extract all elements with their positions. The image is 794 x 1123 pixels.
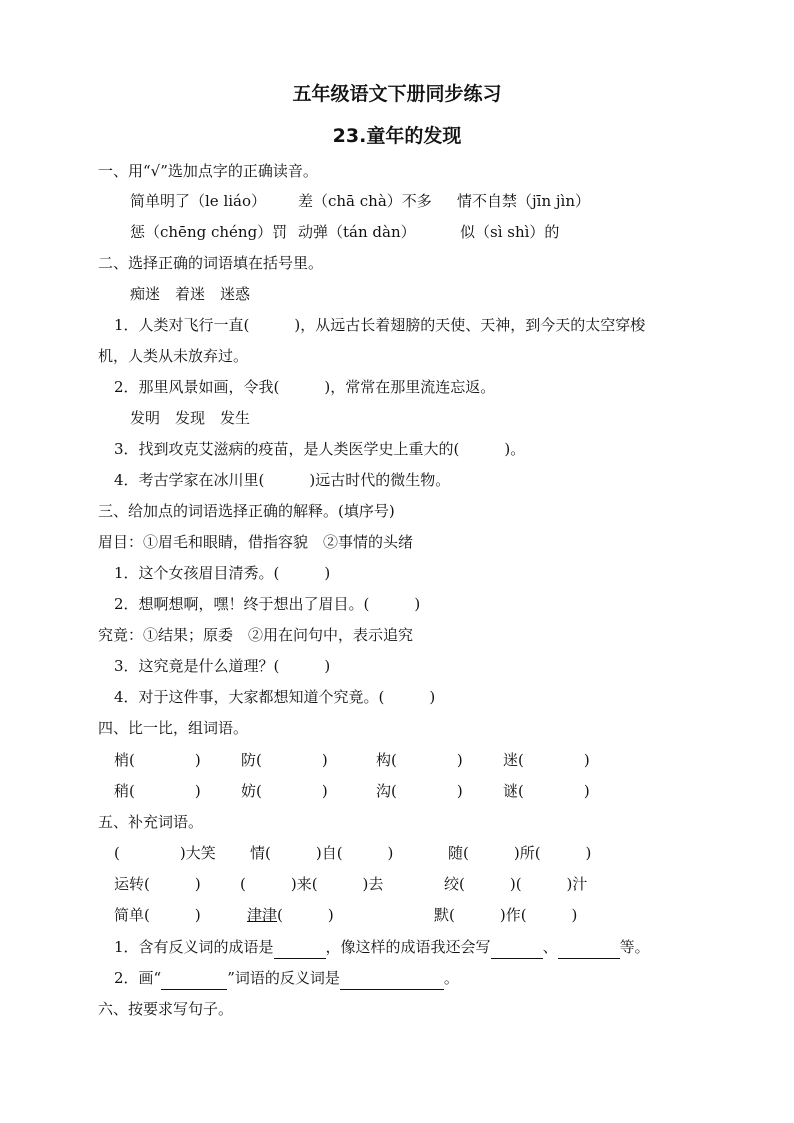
q2-word-choices-1: 痴迷 着迷 迷惑 xyxy=(130,285,251,303)
section-6-heading: 六、按要求写句子。 xyxy=(98,1000,234,1018)
q4-item-7: 沟( ) xyxy=(376,782,463,800)
q5-note-2-blank-2 xyxy=(340,967,444,990)
section-5-heading: 五、补充词语。 xyxy=(98,813,204,831)
q4-item-8: 谜( ) xyxy=(503,782,590,800)
lesson-title: 23.童年的发现 xyxy=(332,125,462,147)
q2-sentence-4: 4．考古学家在冰川里( )远古时代的微生物。 xyxy=(114,471,451,489)
q2-sentence-1-cont: 机，人类从未放弃过。 xyxy=(98,347,249,365)
q4-item-1: 梢( ) xyxy=(114,751,201,769)
q3-jiujing-definitions: 究竟：①结果；原委 ②用在问句中，表示追究 xyxy=(98,626,414,644)
q5-note-1-blank-1 xyxy=(274,936,326,959)
q3-sentence-3: 3．这究竟是什么道理？( ) xyxy=(114,657,331,675)
section-1-heading: 一、用“√”选加点字的正确读音。 xyxy=(98,162,318,180)
q4-item-2: 防( ) xyxy=(241,751,328,769)
q3-meimu-definitions: 眉目：①眉毛和眼睛，借指容貌 ②事情的头绪 xyxy=(98,533,414,551)
q5-note-2-blank-1 xyxy=(161,967,227,990)
q5-item-9: 默( )作( ) xyxy=(434,906,578,924)
q4-item-6: 妨( ) xyxy=(241,782,328,800)
section-2-heading: 二、选择正确的词语填在括号里。 xyxy=(98,254,324,272)
q5-note-1-text-a: 1．含有反义词的成语是 xyxy=(114,938,274,956)
q3-sentence-4: 4．对于这件事，大家都想知道个究竟。( ) xyxy=(114,688,436,706)
section-4-heading: 四、比一比，组词语。 xyxy=(98,719,249,737)
q5-item-8-blank: ( ) xyxy=(277,906,334,924)
q2-sentence-1: 1．人类对飞行一直( )，从远古长着翅膀的天使、天神，到今天的太空穿梭 xyxy=(114,316,646,334)
q3-sentence-2: 2．想啊想啊，嘿！终于想出了眉目。( ) xyxy=(114,595,421,613)
worksheet-title: 五年级语文下册同步练习 xyxy=(292,83,502,105)
q5-item-6: 绞( )( )汁 xyxy=(444,875,588,893)
q5-item-4: 运转( ) xyxy=(114,875,201,893)
section-3-heading: 三、给加点的词语选择正确的解释。(填序号) xyxy=(98,502,395,520)
q3-sentence-1: 1．这个女孩眉目清秀。( ) xyxy=(114,564,331,582)
q5-item-1: ( )大笑 xyxy=(114,844,216,862)
q5-note-1-blank-2 xyxy=(491,936,543,959)
q1-item-6: 似（sì shì）的 xyxy=(460,223,560,241)
q2-sentence-3: 3．找到攻克艾滋病的疫苗，是人类医学史上重大的( )。 xyxy=(114,440,526,458)
q5-item-2: 情( )自( ) xyxy=(250,844,394,862)
q5-note-1 xyxy=(114,936,650,959)
q4-item-4: 迷( ) xyxy=(503,751,590,769)
q5-item-8-underlined: 津津 xyxy=(247,906,278,924)
q1-item-5: 动弹（tán dàn） xyxy=(298,223,416,241)
q5-note-2-text-c: 。 xyxy=(443,969,459,987)
q5-note-1-text-d: 等。 xyxy=(619,938,650,956)
q5-item-8 xyxy=(247,904,334,926)
q1-item-4: 惩（chēng chéng）罚 xyxy=(130,223,288,241)
q5-item-3: 随( )所( ) xyxy=(448,844,592,862)
q2-word-choices-2: 发明 发现 发生 xyxy=(130,409,251,427)
q5-note-1-text-c: 、 xyxy=(542,938,558,956)
q5-item-7: 简单( ) xyxy=(114,906,201,924)
q5-note-2-text-a: 2．画“ xyxy=(114,969,162,987)
q5-note-1-blank-3 xyxy=(558,936,620,959)
q1-item-1: 简单明了（le liáo） xyxy=(130,192,267,210)
q1-item-3: 情不自禁（jīn jìn） xyxy=(457,192,590,210)
q5-item-5: ( )来( )去 xyxy=(240,875,384,893)
q1-item-2: 差（chā chà）不多 xyxy=(298,192,432,210)
q4-item-3: 构( ) xyxy=(376,751,463,769)
q5-note-2 xyxy=(114,967,459,990)
q2-sentence-2: 2．那里风景如画，令我( )，常常在那里流连忘返。 xyxy=(114,378,496,396)
q5-note-1-text-b: ，像这样的成语我还会写 xyxy=(325,938,491,956)
q4-item-5: 稍( ) xyxy=(114,782,201,800)
q5-note-2-text-b: ”词语的反义词是 xyxy=(227,969,340,987)
